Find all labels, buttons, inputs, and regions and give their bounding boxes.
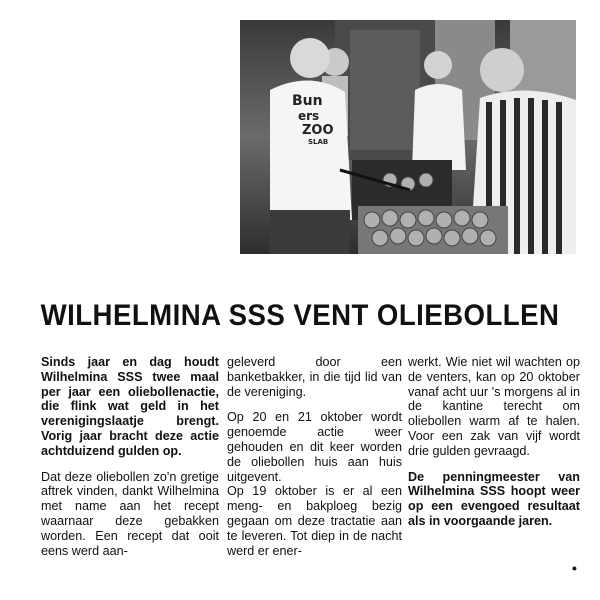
paragraph: geleverd door een banketbakker, in die tijd lid van de vereniging. bbox=[227, 355, 402, 399]
shirt-text-2: ers bbox=[298, 109, 320, 123]
article-column-1 bbox=[41, 355, 219, 558]
headline: WILHELMINA SSS VENT OLIEBOLLEN bbox=[40, 299, 560, 332]
article-column-3 bbox=[408, 355, 580, 529]
shirt-text-1: Bun bbox=[292, 93, 323, 109]
closing-paragraph: De penningmeester van Wilhelmina SSS hoopt weer op een evengoed resultaat als in voorgaande jaren. bbox=[408, 469, 580, 528]
intro-paragraph: Sinds jaar en dag houdt Wilhelmina SSS twee maal per jaar een oliebollenactie, die flink wat geld in het verenigingslaatje brengt. Vorig jaar bracht deze actie achtduizend gulden op. bbox=[41, 355, 219, 458]
paragraph: Op 19 oktober is er al een meng- en bakploeg bezig gegaan om deze tractatie aan te leveren. Tot diep in de nacht werd er ener- bbox=[227, 484, 402, 558]
paragraph: werkt. Wie niet wil wachten op de venters, kan op 20 oktober vanaf acht uur 's morgens al in de kantine terecht om oliebollen warm af te halen. Voor een zak van vijf wordt drie gulden gevraagd. bbox=[408, 355, 580, 458]
article-column-2 bbox=[227, 355, 402, 558]
end-mark: • bbox=[572, 560, 577, 576]
news-photo bbox=[240, 20, 576, 254]
shirt-text-4: SLAB bbox=[308, 138, 329, 146]
shirt-text-3: ZOO bbox=[302, 123, 334, 138]
photo-illustration bbox=[240, 20, 576, 254]
paragraph: Dat deze oliebollen zo'n gretige aftrek vinden, dankt Wilhelmina met name aan het recept waarnaar deze gebakken worden. Een recept dat ooit eens werd aan- bbox=[41, 469, 219, 558]
paragraph: Op 20 en 21 oktober wordt genoemde actie weer gehouden en dit keer worden de oliebollen huis aan huis uitgevent. bbox=[227, 410, 402, 484]
